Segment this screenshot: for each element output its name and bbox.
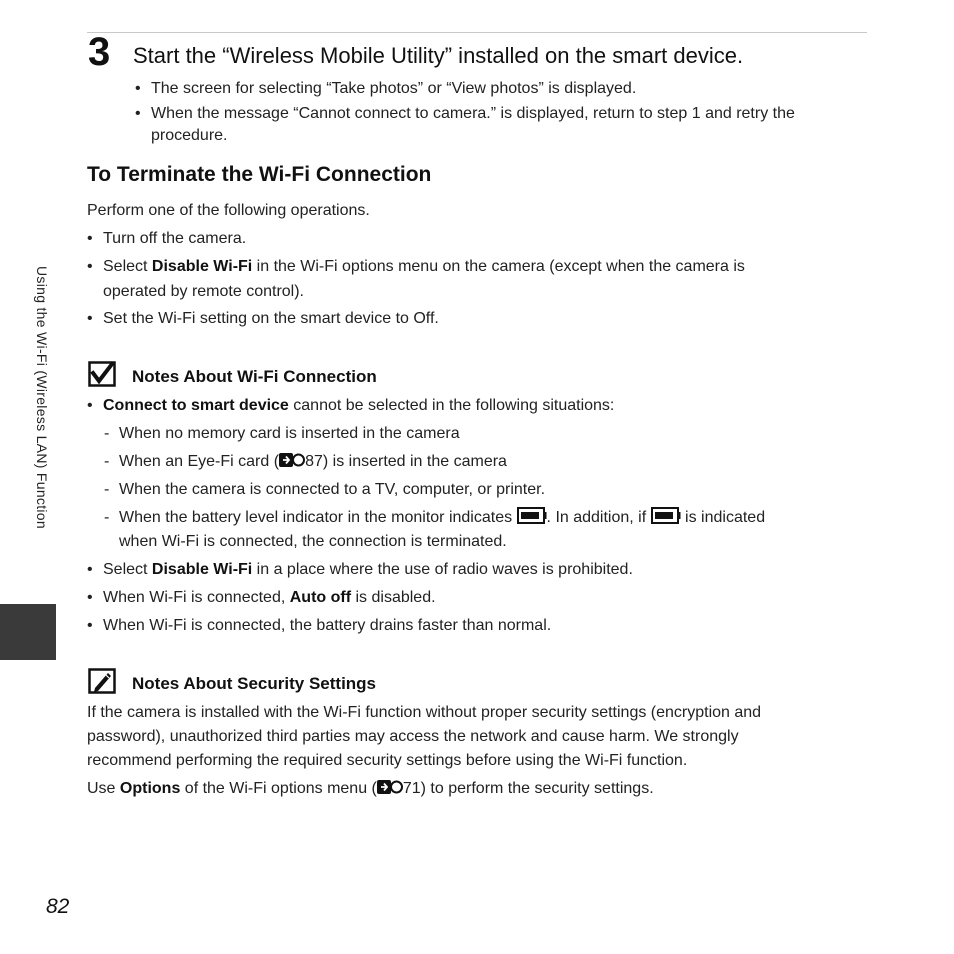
- note-title: Notes About Security Settings: [132, 674, 377, 693]
- bullet-dot: •: [87, 258, 93, 275]
- terminate-item: [87, 227, 247, 250]
- note-bullet-text: Select: [103, 561, 152, 578]
- chapter-tab-marker: [0, 604, 56, 660]
- note-subitem-text: is indicated: [680, 509, 766, 526]
- top-divider: [87, 32, 867, 33]
- note-subitem-text: When no memory card is inserted in the camera: [119, 425, 460, 442]
- bullet-dot: •: [87, 617, 93, 634]
- menu-option-label: Auto off: [289, 589, 352, 606]
- note-subitem: [104, 506, 766, 529]
- bullet-dot: •: [87, 397, 93, 414]
- dash-marker: -: [104, 509, 110, 526]
- terminate-item-text: Select: [103, 258, 152, 275]
- step-title: Start the “Wireless Mobile Utility” installed on the smart device.: [133, 43, 744, 68]
- pencil-icon: [88, 668, 116, 694]
- note-bullet: [87, 394, 615, 417]
- terminate-intro: Perform one of the following operations.: [87, 202, 370, 219]
- note-title: Notes About Wi-Fi Connection: [132, 367, 377, 386]
- note-bullet-text: When Wi-Fi is connected,: [103, 589, 290, 606]
- dash-marker: -: [104, 453, 110, 470]
- dash-marker: -: [104, 481, 110, 498]
- bullet-dot: •: [135, 105, 141, 122]
- terminate-item-text: Turn off the camera.: [103, 230, 247, 247]
- bullet-dot: •: [87, 589, 93, 606]
- reference-icon: [279, 452, 305, 468]
- bullet-dot: •: [87, 561, 93, 578]
- note-bullet: [87, 558, 633, 581]
- terminate-item: [87, 255, 745, 278]
- note-bullet-text: in a place where the use of radio waves is prohibited.: [252, 561, 633, 578]
- note-subitem-continuation: [119, 530, 507, 553]
- battery-low-icon: [651, 507, 681, 524]
- terminate-item: [87, 307, 439, 330]
- note-subitem-text: When the battery level indicator in the monitor indicates: [119, 509, 517, 526]
- security-instruction: [87, 777, 654, 801]
- step-bullet-text: The screen for selecting “Take photos” or “View photos” is displayed.: [151, 80, 637, 97]
- note-subitem-text: 87) is inserted in the camera: [305, 453, 507, 470]
- note-bullet: [87, 586, 436, 609]
- step-bullet-continuation: [151, 124, 228, 147]
- security-text: of the Wi-Fi options menu (: [180, 780, 377, 797]
- security-text: 71) to perform the security settings.: [402, 780, 654, 797]
- section-heading: To Terminate the Wi-Fi Connection: [87, 163, 432, 186]
- terminate-item-text: in the Wi-Fi options menu on the camera (except when the camera is: [252, 258, 745, 275]
- step-bullet: [135, 102, 795, 125]
- step-number: 3: [88, 30, 111, 74]
- chapter-side-label: Using the Wi-Fi (Wireless LAN) Function: [34, 266, 50, 529]
- security-text: Use: [87, 780, 120, 797]
- note-subitem-text: when Wi-Fi is connected, the connection is terminated.: [119, 533, 507, 550]
- dash-marker: -: [104, 425, 110, 442]
- note-bullet: [87, 614, 552, 637]
- menu-option-label: Options: [119, 780, 181, 797]
- terminate-item-text: Set the Wi-Fi setting on the smart device to Off.: [103, 310, 439, 327]
- note-subitem-text: . In addition, if: [546, 509, 651, 526]
- bullet-dot: •: [87, 310, 93, 327]
- note-bullet-text: is disabled.: [351, 589, 436, 606]
- check-icon: [88, 361, 116, 387]
- page-number: 82: [46, 895, 70, 918]
- note-bullet-text: When Wi-Fi is connected, the battery drains faster than normal.: [103, 617, 552, 634]
- terminate-item-continuation: [103, 280, 304, 303]
- security-paragraph-line: password), unauthorized third parties may access the network and cause harm. We strongly: [87, 728, 739, 745]
- note-subitem: [104, 422, 460, 445]
- menu-option-label: Connect to smart device: [103, 397, 289, 414]
- security-paragraph-line: If the camera is installed with the Wi-Fi function without proper security settings (encryption and: [87, 704, 762, 721]
- menu-option-label: Disable Wi-Fi: [151, 258, 253, 275]
- terminate-item-text: operated by remote control).: [103, 283, 304, 300]
- reference-icon: [377, 779, 403, 795]
- bullet-dot: •: [135, 80, 141, 97]
- note-bullet-text: cannot be selected in the following situations:: [288, 397, 615, 414]
- security-paragraph-line: recommend performing the required security settings before using the Wi-Fi function.: [87, 752, 688, 769]
- bullet-dot: •: [87, 230, 93, 247]
- battery-low-icon: [517, 507, 547, 524]
- note-subitem-text: When an Eye-Fi card (: [119, 453, 280, 470]
- step-bullet-text: When the message “Cannot connect to camera.” is displayed, return to step 1 and retry the: [151, 105, 795, 122]
- note-subitem-text: When the camera is connected to a TV, computer, or printer.: [119, 481, 546, 498]
- note-subitem: [104, 478, 546, 501]
- note-subitem: [104, 450, 507, 473]
- step-bullet: [135, 77, 637, 100]
- step-bullet-text: procedure.: [151, 127, 228, 144]
- menu-option-label: Disable Wi-Fi: [151, 561, 253, 578]
